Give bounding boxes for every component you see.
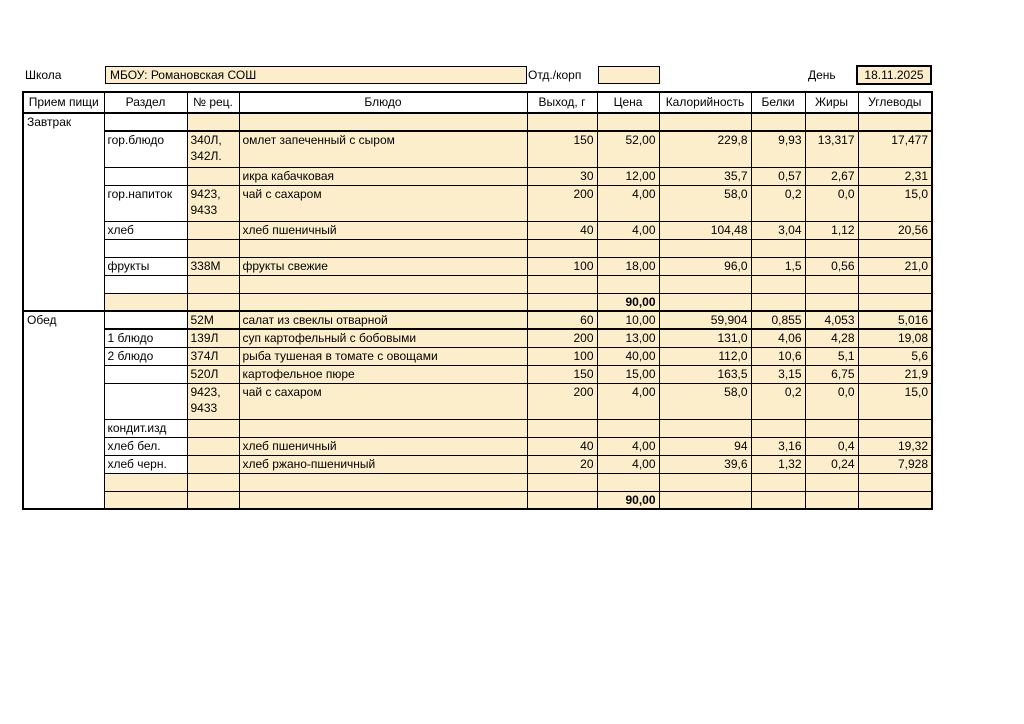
cell-uglevody [858,275,932,293]
cell-uglevody [858,419,932,437]
cell-dish: рыба тушеная в томате с овощами [239,347,527,365]
column-header-razdel: Раздел [104,92,187,113]
column-header-belki: Белки [751,92,805,113]
cell-vyhod: 150 [527,131,597,167]
cell-dish [239,275,527,293]
cell-rec [187,419,239,437]
cell-belki: 1,32 [751,455,805,473]
table-row [23,167,932,185]
cell-zhiry: 0,4 [805,437,858,455]
school-name-field[interactable]: МБОУ: Романовская СОШ [105,66,527,84]
cell-zhiry [805,473,858,491]
cell-rec: 520Л [187,365,239,383]
cell-zhiry [805,419,858,437]
cell-uglevody: 20,56 [858,221,932,239]
cell-cena: 90,00 [597,293,659,311]
cell-belki [751,239,805,257]
cell-razdel [104,383,187,419]
cell-belki: 0,855 [751,311,805,329]
cell-rec: 340Л, 342Л. [187,131,239,167]
cell-zhiry: 13,317 [805,131,858,167]
cell-kcal: 163,5 [659,365,751,383]
cell-kcal [659,275,751,293]
table-row [23,419,932,437]
cell-rec [187,275,239,293]
cell-belki: 0,2 [751,185,805,221]
table-row [23,365,932,383]
column-header-vyhod: Выход, г [527,92,597,113]
cell-belki: 3,16 [751,437,805,455]
cell-zhiry [805,491,858,509]
cell-dish [239,473,527,491]
cell-uglevody [858,473,932,491]
cell-uglevody: 5,016 [858,311,932,329]
table-row [23,437,932,455]
cell-razdel [104,293,187,311]
cell-belki: 3,15 [751,365,805,383]
cell-uglevody [858,293,932,311]
cell-zhiry [805,293,858,311]
cell-belki: 9,93 [751,131,805,167]
cell-belki: 3,04 [751,221,805,239]
cell-dish: картофельное пюре [239,365,527,383]
cell-rec: 139Л [187,329,239,347]
table-row [23,239,932,257]
cell-vyhod [527,239,597,257]
cell-uglevody: 21,0 [858,257,932,275]
cell-dish [239,491,527,509]
cell-kcal: 131,0 [659,329,751,347]
cell-cena [597,239,659,257]
cell-vyhod [527,275,597,293]
cell-uglevody [858,239,932,257]
cell-vyhod: 40 [527,437,597,455]
department-field[interactable] [598,66,660,84]
cell-kcal: 39,6 [659,455,751,473]
table-row [23,131,932,167]
cell-kcal [659,239,751,257]
cell-razdel [104,311,187,329]
cell-razdel: гор.напиток [104,185,187,221]
cell-zhiry: 0,0 [805,185,858,221]
cell-belki: 10,6 [751,347,805,365]
cell-dish: хлеб пшеничный [239,437,527,455]
cell-rec [187,473,239,491]
cell-uglevody: 2,31 [858,167,932,185]
cell-vyhod [527,419,597,437]
cell-uglevody: 15,0 [858,383,932,419]
cell-dish: икра кабачковая [239,167,527,185]
cell-rec: 338М [187,257,239,275]
header-row [23,92,932,113]
menu-table-body [23,113,932,509]
cell-cena: 12,00 [597,167,659,185]
cell-cena: 90,00 [597,491,659,509]
cell-dish [239,239,527,257]
cell-vyhod: 20 [527,455,597,473]
cell-dish: чай с сахаром [239,383,527,419]
cell-razdel: фрукты [104,257,187,275]
cell-dish [239,293,527,311]
school-label: Школа [25,68,62,82]
meal-cell: Завтрак [23,113,104,311]
cell-zhiry: 4,053 [805,311,858,329]
cell-vyhod: 40 [527,221,597,239]
cell-zhiry [805,113,858,131]
cell-zhiry: 1,12 [805,221,858,239]
cell-belki [751,491,805,509]
column-header-meal: Прием пищи [23,92,104,113]
cell-kcal [659,491,751,509]
column-header-dish: Блюдо [239,92,527,113]
cell-razdel [104,365,187,383]
cell-kcal [659,113,751,131]
column-header-rec: № рец. [187,92,239,113]
cell-dish: хлеб ржано-пшеничный [239,455,527,473]
cell-uglevody: 5,6 [858,347,932,365]
table-row [23,473,932,491]
cell-cena [597,473,659,491]
table-row [23,293,932,311]
day-label: День [808,68,836,82]
cell-dish: фрукты свежие [239,257,527,275]
cell-razdel: хлеб черн. [104,455,187,473]
cell-zhiry [805,239,858,257]
column-header-kcal: Калорийность [659,92,751,113]
cell-kcal: 59,904 [659,311,751,329]
cell-belki [751,473,805,491]
cell-belki [751,293,805,311]
cell-belki: 0,57 [751,167,805,185]
department-label: Отд./корп [528,68,582,82]
cell-belki [751,275,805,293]
cell-vyhod: 200 [527,329,597,347]
cell-rec [187,437,239,455]
column-header-uglevody: Углеводы [858,92,932,113]
cell-uglevody: 21,9 [858,365,932,383]
cell-vyhod [527,293,597,311]
cell-belki: 0,2 [751,383,805,419]
cell-rec [187,293,239,311]
cell-cena [597,419,659,437]
cell-kcal: 94 [659,437,751,455]
cell-zhiry: 5,1 [805,347,858,365]
cell-cena: 4,00 [597,185,659,221]
cell-dish: суп картофельный с бобовыми [239,329,527,347]
cell-vyhod [527,473,597,491]
table-row [23,257,932,275]
cell-kcal: 96,0 [659,257,751,275]
cell-kcal: 112,0 [659,347,751,365]
column-header-zhiry: Жиры [805,92,858,113]
table-row [23,347,932,365]
cell-rec [187,167,239,185]
cell-vyhod [527,491,597,509]
cell-kcal: 35,7 [659,167,751,185]
cell-vyhod [527,113,597,131]
cell-dish [239,113,527,131]
cell-rec: 374Л [187,347,239,365]
cell-vyhod: 150 [527,365,597,383]
cell-cena [597,275,659,293]
cell-rec: 9423, 9433 [187,383,239,419]
table-row [23,185,932,221]
cell-kcal [659,473,751,491]
cell-zhiry: 6,75 [805,365,858,383]
cell-cena: 4,00 [597,455,659,473]
cell-belki: 1,5 [751,257,805,275]
cell-cena: 4,00 [597,383,659,419]
cell-rec [187,113,239,131]
cell-vyhod: 100 [527,257,597,275]
cell-belki [751,113,805,131]
cell-kcal: 229,8 [659,131,751,167]
cell-uglevody [858,113,932,131]
cell-rec [187,239,239,257]
cell-rec [187,221,239,239]
cell-uglevody: 7,928 [858,455,932,473]
cell-razdel: кондит.изд [104,419,187,437]
cell-razdel: хлеб бел. [104,437,187,455]
cell-zhiry: 0,0 [805,383,858,419]
cell-razdel: 1 блюдо [104,329,187,347]
cell-belki [751,419,805,437]
cell-uglevody: 19,32 [858,437,932,455]
cell-razdel: гор.блюдо [104,131,187,167]
cell-vyhod: 30 [527,167,597,185]
cell-uglevody [858,491,932,509]
cell-dish [239,419,527,437]
cell-zhiry: 0,56 [805,257,858,275]
cell-vyhod: 100 [527,347,597,365]
table-row [23,455,932,473]
cell-uglevody: 15,0 [858,185,932,221]
table-row [23,311,932,329]
cell-zhiry: 4,28 [805,329,858,347]
cell-cena [597,113,659,131]
cell-razdel [104,473,187,491]
table-row [23,221,932,239]
cell-belki: 4,06 [751,329,805,347]
cell-kcal: 58,0 [659,185,751,221]
menu-table-header [23,92,932,113]
cell-razdel [104,275,187,293]
cell-cena: 15,00 [597,365,659,383]
cell-razdel [104,167,187,185]
cell-zhiry: 0,24 [805,455,858,473]
cell-kcal: 58,0 [659,383,751,419]
cell-cena: 13,00 [597,329,659,347]
cell-cena: 10,00 [597,311,659,329]
menu-table [22,91,933,510]
cell-zhiry: 2,67 [805,167,858,185]
cell-rec [187,455,239,473]
column-header-cena: Цена [597,92,659,113]
cell-cena: 4,00 [597,221,659,239]
cell-kcal [659,419,751,437]
cell-vyhod: 60 [527,311,597,329]
cell-dish: чай с сахаром [239,185,527,221]
cell-razdel: хлеб [104,221,187,239]
cell-uglevody: 19,08 [858,329,932,347]
cell-rec: 52М [187,311,239,329]
cell-uglevody: 17,477 [858,131,932,167]
cell-dish: омлет запеченный с сыром [239,131,527,167]
cell-vyhod: 200 [527,383,597,419]
cell-zhiry [805,275,858,293]
table-row [23,383,932,419]
cell-rec [187,491,239,509]
cell-cena: 4,00 [597,437,659,455]
cell-dish: салат из свеклы отварной [239,311,527,329]
cell-cena: 18,00 [597,257,659,275]
cell-cena: 40,00 [597,347,659,365]
cell-razdel [104,491,187,509]
cell-razdel: 2 блюдо [104,347,187,365]
cell-kcal: 104,48 [659,221,751,239]
cell-kcal [659,293,751,311]
cell-razdel [104,113,187,131]
cell-razdel [104,239,187,257]
table-row [23,329,932,347]
day-date-field[interactable]: 18.11.2025 [856,65,932,85]
cell-cena: 52,00 [597,131,659,167]
cell-dish: хлеб пшеничный [239,221,527,239]
cell-vyhod: 200 [527,185,597,221]
meal-cell: Обед [23,311,104,509]
document-header-form [0,66,1024,85]
table-row [23,491,932,509]
cell-rec: 9423, 9433 [187,185,239,221]
table-row [23,275,932,293]
table-row [23,113,932,131]
